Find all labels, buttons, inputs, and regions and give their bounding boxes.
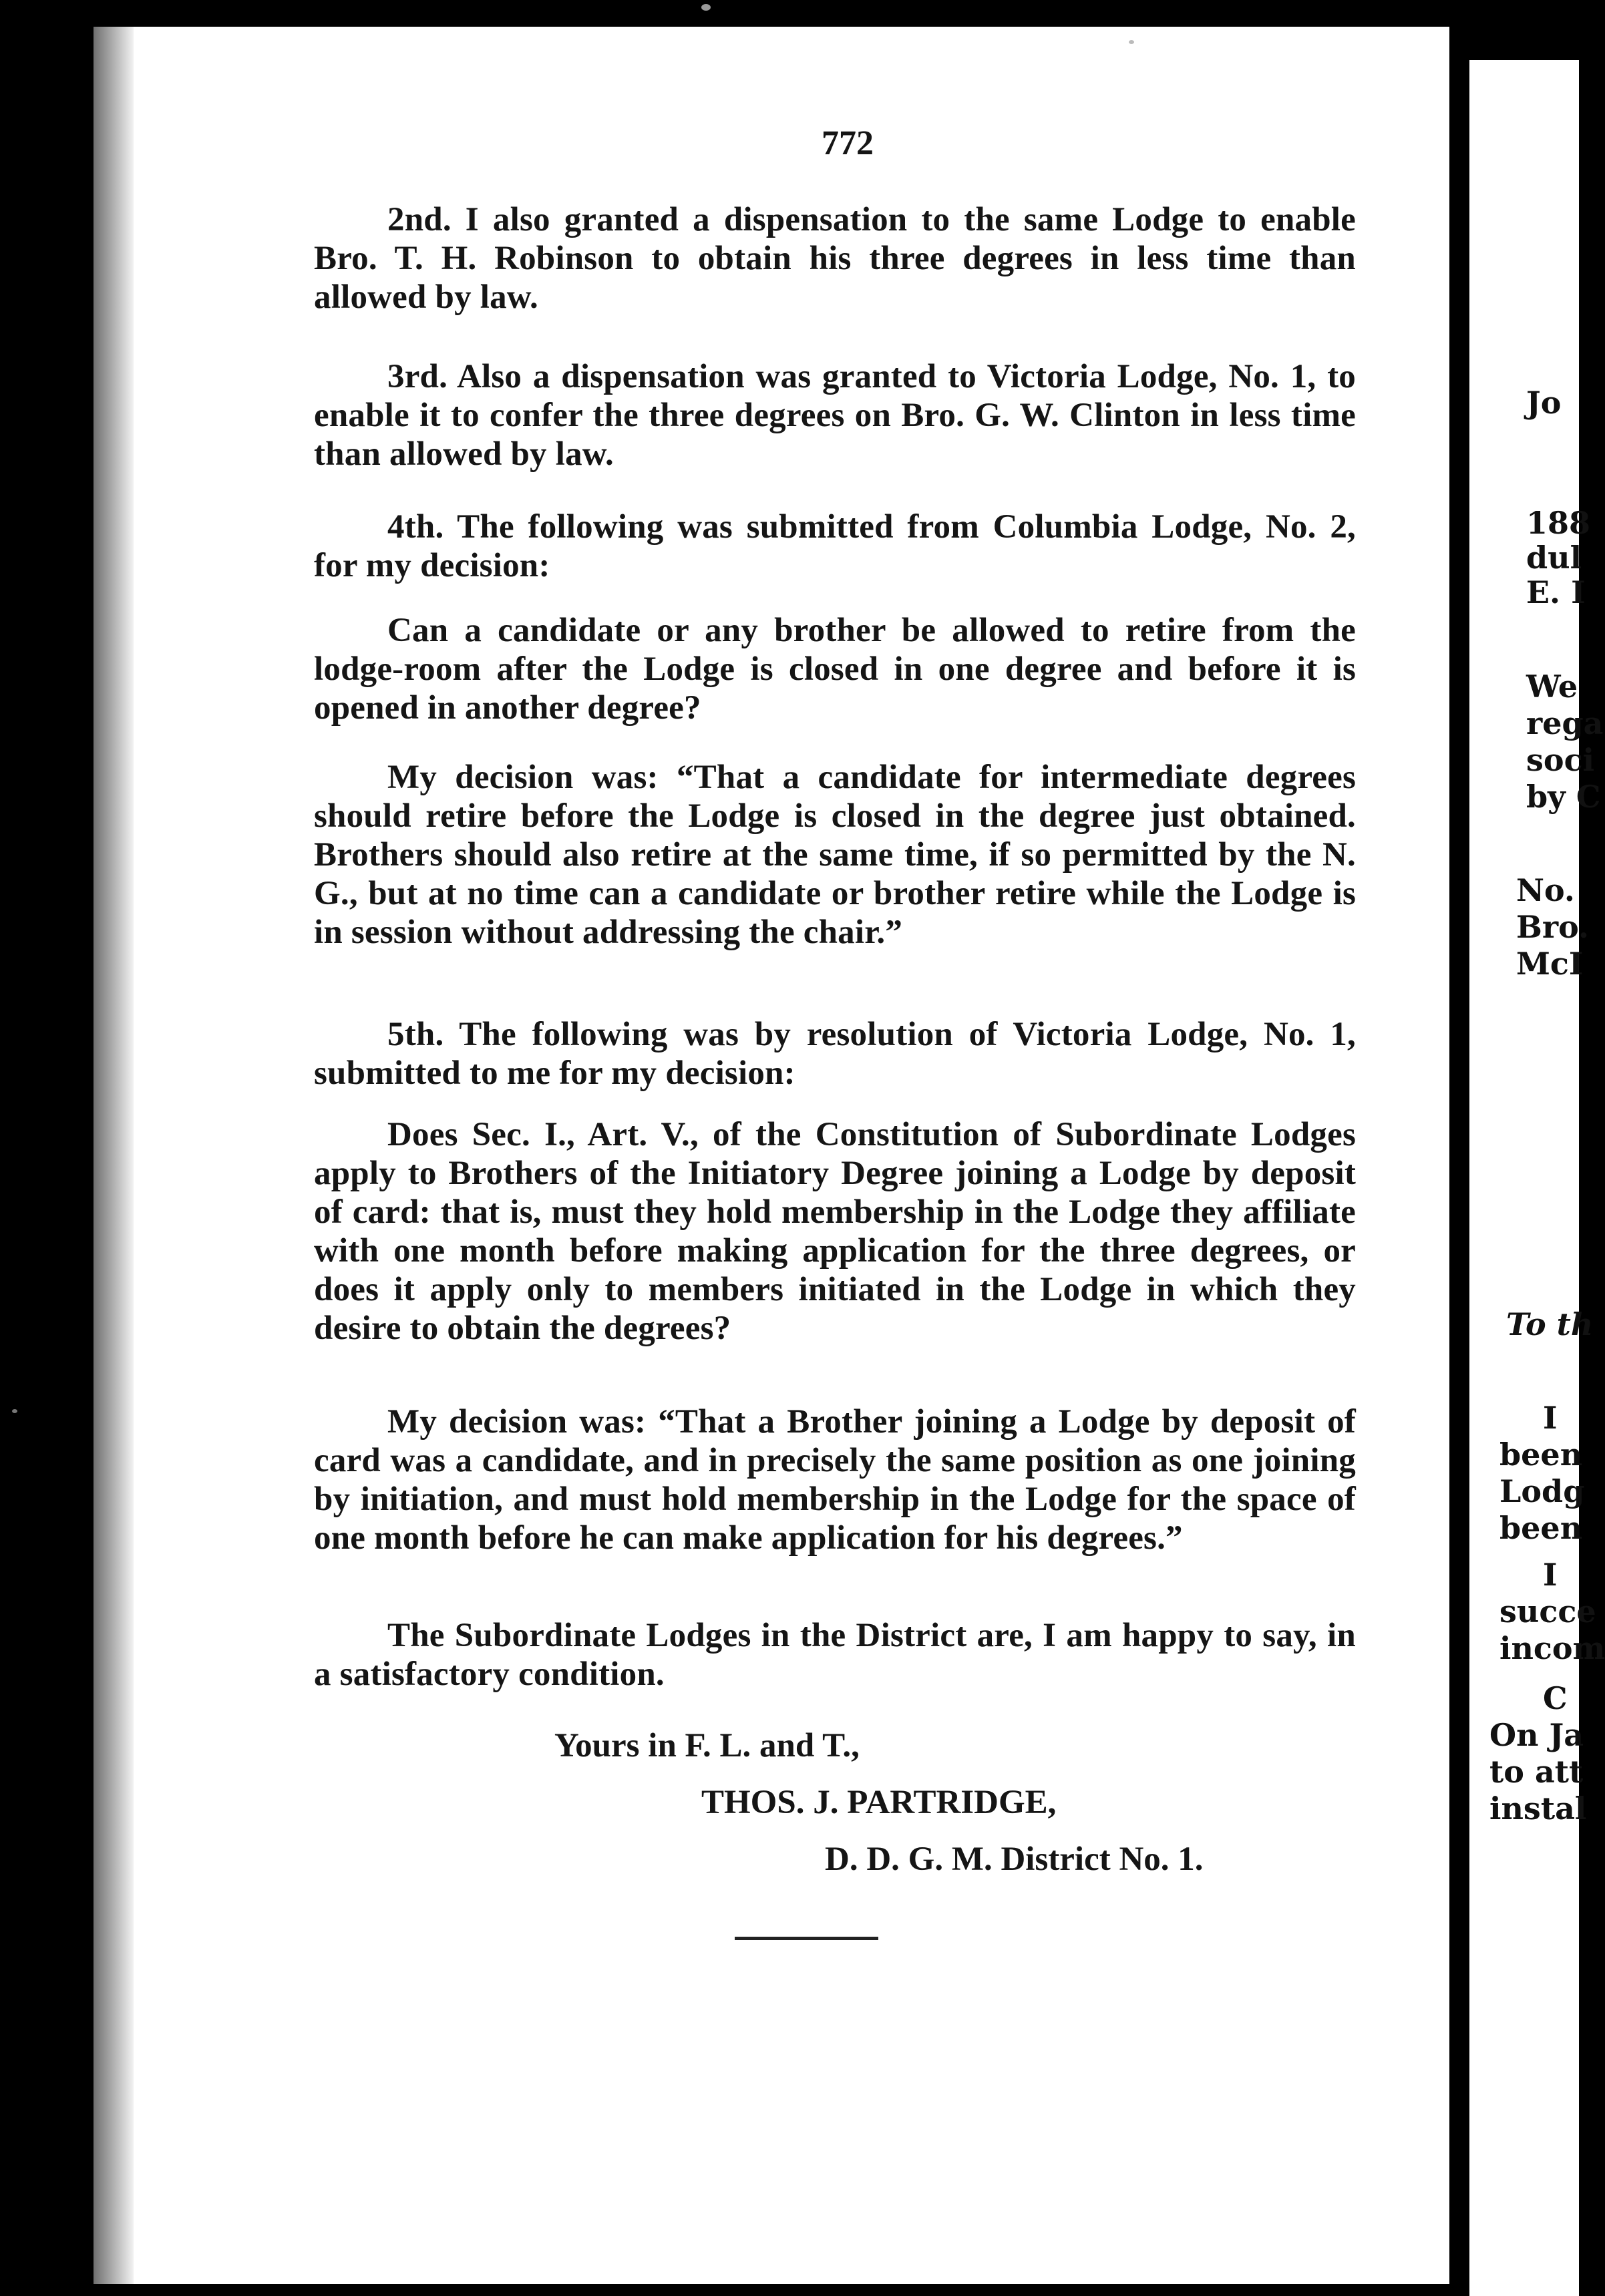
scan-speck: [1129, 40, 1134, 44]
paragraph-5th: [314, 1015, 1356, 1093]
right-fragment: succe: [1499, 1593, 1596, 1630]
right-fragment: I: [1543, 1400, 1558, 1436]
closing-salutation: Yours in F. L. and T.,: [554, 1727, 860, 1764]
right-fragment: On Ja: [1489, 1717, 1584, 1753]
body-paragraph: 3rd. Also a dispensation was granted to Victoria Lodge, No. 1, to enable it to confer the three degrees on Bro. G. W. Clinton in less time than allowed by law.: [314, 358, 1356, 473]
body-paragraph: 5th. The following was by resolution of Victoria Lodge, No. 1, submitted to me for my decision:: [314, 1016, 1356, 1092]
right-fragment: Bro.: [1516, 909, 1590, 945]
right-fragment: 188: [1526, 505, 1591, 541]
right-fragment: We: [1526, 668, 1578, 705]
signature-name: THOS. J. PARTRIDGE,: [701, 1784, 1057, 1821]
body-paragraph: My decision was: “That a candidate for intermediate degrees should retire before the Lodge is closed in the degree just obtained. Brothers should also retire at the same time, if so permitted by the N. G., but at no time can a candidate or brother retire while the Lodge is in session without addressing the chair.”: [314, 759, 1356, 951]
scan-speck: [701, 4, 711, 11]
body-paragraph: Can a candidate or any brother be allowed to retire from the lodge-room after the Lodge is closed in one degree and before it is opened in another degree?: [314, 612, 1356, 727]
right-page-fragment: [1469, 60, 1605, 2296]
right-fragment: To th: [1506, 1306, 1594, 1342]
paragraph-question-2: [314, 1115, 1356, 1348]
binding-edge: [94, 27, 134, 2284]
right-fragment: I: [1543, 1557, 1558, 1593]
book-gutter: [1449, 0, 1469, 2296]
right-fragment: soci: [1526, 742, 1595, 778]
scan-speck: [12, 1409, 17, 1413]
right-fragment: Jo: [1526, 385, 1562, 421]
right-fragment: by C: [1526, 779, 1601, 815]
body-paragraph: Does Sec. I., Art. V., of the Constitution of Subordinate Lodges apply to Brothers of the Initiatory Degree joining a Lodge by deposit of card: that is, must they hold membership in the Lodge they affiliate with one month before making application for the three degrees, or does it apply only to members initiated in the Lodge in which they desire to obtain the degrees?: [314, 1116, 1356, 1347]
body-paragraph: 4th. The following was submitted from Columbia Lodge, No. 2, for my decision:: [314, 508, 1356, 584]
paragraph-decision-2: [314, 1402, 1356, 1557]
right-fragment: rega: [1526, 705, 1604, 741]
paragraph-question-1: [314, 611, 1356, 727]
right-fragment: to att: [1489, 1754, 1584, 1790]
closing-rule: [735, 1937, 878, 1940]
paragraph-4th: [314, 508, 1356, 585]
signature-title: D. D. G. M. District No. 1.: [825, 1841, 1204, 1878]
right-fragment: McI: [1516, 946, 1584, 982]
right-fragment: No.: [1516, 872, 1575, 908]
right-fragment: C: [1543, 1680, 1568, 1716]
right-fragment: Lodg: [1499, 1473, 1585, 1509]
paragraph-conclusion: [314, 1616, 1356, 1694]
right-fragment: been: [1499, 1510, 1583, 1546]
paragraph-decision-1: [314, 758, 1356, 952]
paragraph-2nd: [314, 200, 1356, 317]
body-paragraph: The Subordinate Lodges in the District are, I am happy to say, in a satisfactory condition.: [314, 1617, 1356, 1693]
right-fragment: dul: [1526, 540, 1582, 576]
right-fragment: incom: [1499, 1630, 1605, 1666]
page-number: 772: [822, 124, 874, 162]
body-paragraph: My decision was: “That a Brother joining a Lodge by deposit of card was a candidate, and in precisely the same position as one joining by initiation, and must hold membership in the Lodge for the space of one month before he can make application for his degrees.”: [314, 1403, 1356, 1557]
right-fragment: E. I: [1526, 574, 1586, 610]
paragraph-3rd: [314, 357, 1356, 473]
right-fragment: instal: [1489, 1790, 1587, 1827]
right-fragment: been: [1499, 1437, 1583, 1473]
body-paragraph: 2nd. I also granted a dispensation to the same Lodge to enable Bro. T. H. Robinson to obtain his three degrees in less time than allowed by law.: [314, 201, 1356, 316]
